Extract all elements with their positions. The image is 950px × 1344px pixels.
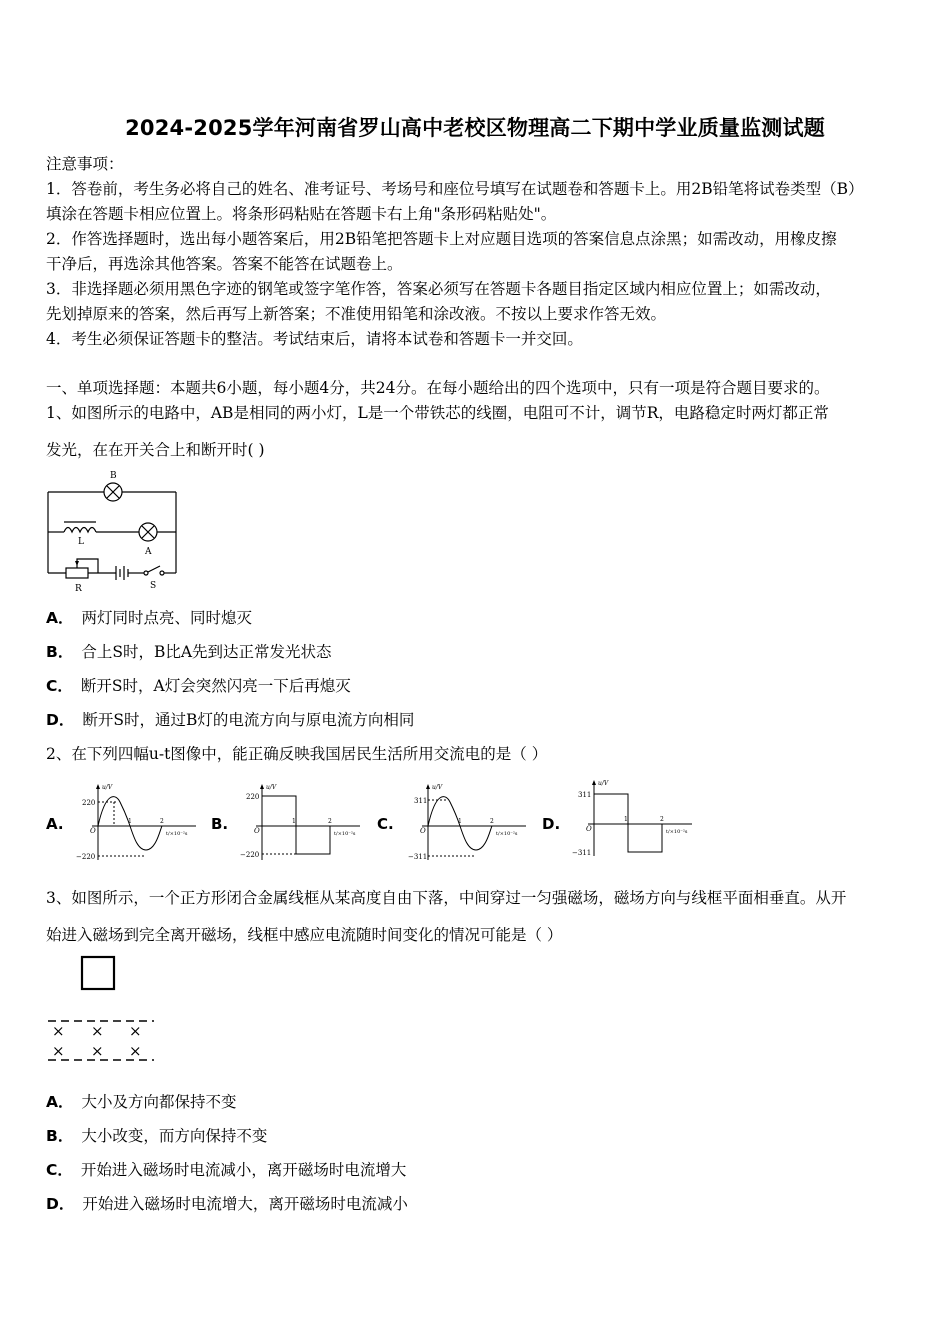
notice-line: 干净后，再选涂其他答案。答案不能答在试题卷上。 <box>46 255 403 273</box>
notice-heading: 注意事项： <box>46 155 124 173</box>
field-mark: × <box>52 1042 65 1060</box>
q1-stem-line1: 1、如图所示的电路中，AB是相同的两小灯，L是一个带铁芯的线圈，电阻可不计，调节R，电路稳定时两灯都正常 <box>46 404 829 422</box>
page-title: 2024-2025学年河南省罗山高中老校区物理高二下期中学业质量监测试题 <box>125 116 825 140</box>
label-a: A <box>145 547 152 557</box>
svg-text:t/×10⁻²s: t/×10⁻²s <box>166 831 188 837</box>
q3-stem-line1: 3、如图所示，一个正方形闭合金属线框从某高度自由下落，中间穿过一匀强磁场，磁场方向与线框平面相垂直。从开 <box>46 889 847 907</box>
svg-text:t/×10⁻²s: t/×10⁻²s <box>666 829 688 835</box>
q1-option-d: D． 断开S时，通过B灯的电流方向与原电流方向相同 <box>46 711 415 729</box>
q3-option-d: D． 开始进入磁场时电流增大，离开磁场时电流减小 <box>46 1195 408 1213</box>
section-heading: 一、单项选择题：本题共6小题，每小题4分，共24分。在每小题给出的四个选项中，只有一项是符合题目要求的。 <box>46 379 830 397</box>
q2-graph-b <box>232 780 362 864</box>
q3-stem-line2: 始进入磁场到完全离开磁场，线框中感应电流随时间变化的情况可能是（ ） <box>46 926 563 944</box>
q3-option-a: A． 大小及方向都保持不变 <box>46 1093 237 1111</box>
label-b: B <box>110 471 117 481</box>
svg-text:2: 2 <box>660 816 664 823</box>
svg-text:u/V: u/V <box>432 784 443 791</box>
svg-text:O: O <box>420 827 426 835</box>
notice-line: 4．考生必须保证答题卡的整洁。考试结束后，请将本试卷和答题卡一并交回。 <box>46 330 583 348</box>
notice-line: 2．作答选择题时，选出每小题答案后，用2B铅笔把答题卡上对应题目选项的答案信息点涂黑；如需改动，用橡皮擦 <box>46 230 837 248</box>
notice-line: 3．非选择题必须用黑色字迹的钢笔或签字笔作答，答案必须写在答题卡各题目指定区域内相应位置上；如需改动， <box>46 280 831 298</box>
notice-line: 填涂在答题卡相应位置上。将条形码粘贴在答题卡右上角"条形码粘贴处"。 <box>46 205 557 223</box>
svg-text:u/V: u/V <box>266 784 277 791</box>
svg-text:1: 1 <box>458 818 462 825</box>
svg-text:O: O <box>254 827 260 835</box>
label-r: R <box>75 584 82 594</box>
q1-option-a: A． 两灯同时点亮、同时熄灭 <box>46 609 253 627</box>
svg-text:u/V: u/V <box>598 780 609 787</box>
svg-text:−311: −311 <box>572 849 592 857</box>
q1-option-b: B． 合上S时，B比A先到达正常发光状态 <box>46 643 332 661</box>
field-mark: × <box>91 1022 104 1040</box>
svg-text:220: 220 <box>246 793 260 801</box>
q3-magnetic-field-diagram <box>44 952 160 1068</box>
svg-text:O: O <box>90 827 96 835</box>
q1-option-c: C． 断开S时，A灯会突然闪亮一下后再熄灭 <box>46 677 351 695</box>
svg-text:−220: −220 <box>76 853 96 861</box>
svg-text:t/×10⁻²s: t/×10⁻²s <box>334 831 356 837</box>
q2-graph-a <box>68 780 198 864</box>
svg-text:2: 2 <box>328 818 332 825</box>
svg-text:2: 2 <box>160 818 164 825</box>
svg-text:311: 311 <box>414 797 428 805</box>
svg-text:1: 1 <box>624 816 628 823</box>
svg-text:t/×10⁻²s: t/×10⁻²s <box>496 831 518 837</box>
field-mark: × <box>91 1042 104 1060</box>
q2-graph-d <box>564 776 694 860</box>
inductor-coil-icon <box>64 528 96 533</box>
svg-text:311: 311 <box>578 791 592 799</box>
svg-text:−220: −220 <box>240 851 260 859</box>
q1-stem-line2: 发光，在在开关合上和断开时( ) <box>46 441 265 459</box>
q2-graph-d-label: D. <box>542 815 561 833</box>
q3-option-b: B． 大小改变，而方向保持不变 <box>46 1127 268 1145</box>
square-loop-icon <box>82 957 114 989</box>
svg-text:1: 1 <box>128 818 132 825</box>
q2-stem: 2、在下列四幅u-t图像中，能正确反映我国居民生活所用交流电的是（ ） <box>46 745 548 763</box>
svg-text:u/V: u/V <box>102 784 113 791</box>
notice-line: 先划掉原来的答案，然后再写上新答案；不准使用铅笔和涂改液。不按以上要求作答无效。 <box>46 305 667 323</box>
svg-text:−311: −311 <box>408 853 428 861</box>
svg-text:1: 1 <box>292 818 296 825</box>
q1-circuit-diagram <box>40 466 190 594</box>
notice-line: 1．答卷前，考生务必将自己的姓名、准考证号、考场号和座位号填写在试题卷和答题卡上。用2B铅笔将试卷类型（B） <box>46 180 864 198</box>
svg-text:O: O <box>586 825 592 833</box>
q2-graph-c-label: C. <box>377 815 394 833</box>
rheostat-icon <box>66 568 88 578</box>
q2-graph-b-label: B. <box>211 815 229 833</box>
q2-graph-c <box>398 780 528 864</box>
field-mark: × <box>129 1022 142 1040</box>
q2-graph-a-label: A. <box>46 815 64 833</box>
field-mark: × <box>52 1022 65 1040</box>
q3-option-c: C． 开始进入磁场时电流减小，离开磁场时电流增大 <box>46 1161 407 1179</box>
field-mark: × <box>129 1042 142 1060</box>
switch-icon <box>148 566 160 572</box>
svg-text:220: 220 <box>82 799 96 807</box>
label-s: S <box>150 581 157 591</box>
label-l: L <box>78 537 84 547</box>
svg-text:2: 2 <box>490 818 494 825</box>
